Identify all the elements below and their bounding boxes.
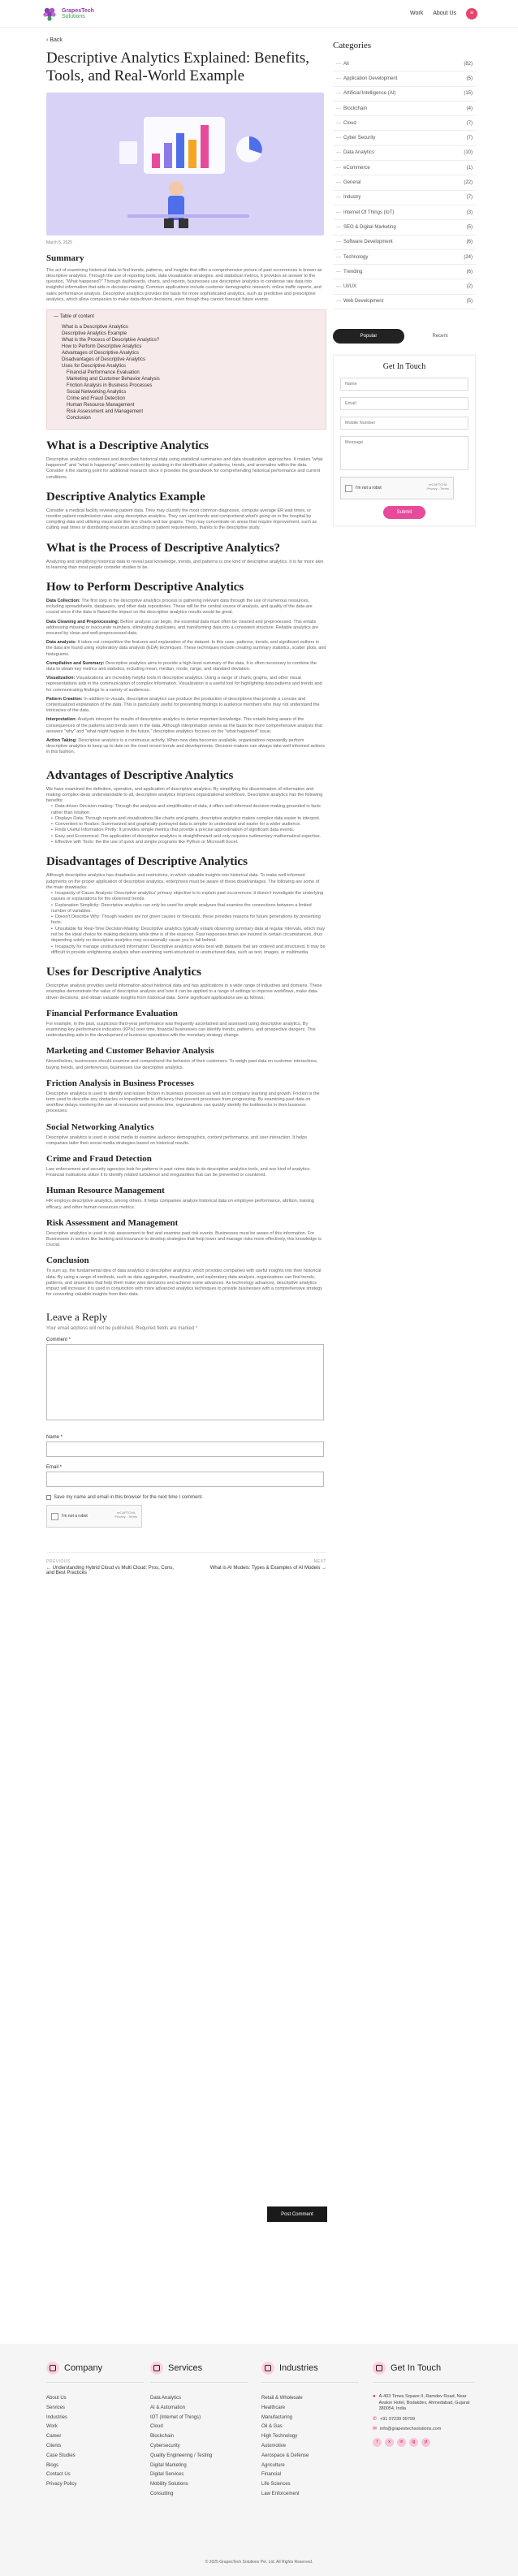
category-count: (15) xyxy=(464,91,473,97)
category-item[interactable] xyxy=(333,102,476,116)
categories-list xyxy=(333,57,476,309)
process-step xyxy=(46,738,326,756)
category-name xyxy=(336,210,394,215)
process-step xyxy=(46,599,326,616)
category-name xyxy=(336,180,360,185)
step-title: Data Collection: xyxy=(46,598,80,603)
nav-work[interactable]: Work xyxy=(409,11,424,16)
toc-item[interactable]: Descriptive Analytics Example xyxy=(62,331,127,336)
footer-link[interactable]: Data Analytics xyxy=(150,2396,182,2401)
list-item: • Displays Data: Through reports and visualizations like charts and graphs, descriptive analytics makes complex data easier to interpret. xyxy=(51,816,326,822)
summary-heading: Summary xyxy=(46,253,84,263)
footer-link[interactable]: Mobility Solutions xyxy=(150,2482,188,2487)
section-text: Law enforcement and security agencies look for patterns in past crime data to do descriptive analytics tools, and one kind of analytics. Financial institutions utilize it to identify related turbulence and irregularities that can be prevented or countered. xyxy=(46,1167,311,1178)
category-count: (22) xyxy=(464,180,473,186)
category-label: Internet Of Things (IoT) xyxy=(343,210,395,215)
tab-recent[interactable]: Recent xyxy=(432,334,448,339)
section-heading: Uses for Descriptive Analytics xyxy=(46,966,201,979)
section-text: To sum up, the fundamental idea of data analytics is descriptive analytics, which provides companies with useful insights into their historical data. By using a range of methods, such as data aggregation, visualization, and exploratory data analysis, organizations can find trends, patterns, and anomalies that help them make wise decisions and achieve some advances. As technology advances, descriptive analytics impact will increase; it is used in conjunction with more advanced analytics techniques to provide businesses with a comprehensive strategy for converting valuable insights from their data. xyxy=(46,1269,322,1298)
post-comment-button[interactable]: Post Comment xyxy=(267,2206,327,2222)
footer-link[interactable]: Manufacturing xyxy=(261,2414,293,2420)
category-label: Trending xyxy=(343,269,363,274)
category-item[interactable] xyxy=(333,191,476,205)
contact-message-input[interactable]: Message xyxy=(340,436,468,470)
section-text: We have examined the definition, operation, and application of descriptive analytics. By simplifying the dissemination of information and making complex ideas understandable to all, descriptive analytics improves organizational workflows. Descriptive analytics has the following benefits: xyxy=(46,786,323,804)
toc-item[interactable]: Financial Performance Evaluation xyxy=(67,370,140,375)
list-item: • Incapacity of Cause Analysis: Descriptive analytics' primary objective is to explain past occurrences; it doesn't investigate the underlying causes or explanations for the observed trends. xyxy=(51,891,326,903)
list-item: • Effective with Tools: the the use of quick and simple programs like Python or Microsoft Excel. xyxy=(51,840,326,845)
section-text: HR employs descriptive analytics, among others. It helps companies analyze historical data on employee performance, attrition, training efficacy, and other human resources metrics. xyxy=(46,1199,314,1210)
footer-link[interactable]: High Technology xyxy=(261,2434,298,2440)
comment-textarea[interactable] xyxy=(46,1344,324,1420)
social-ig-icon[interactable]: ig xyxy=(409,2438,418,2447)
step-text: It takes out competitive the features and explanation of the dataset. In this case, patterns, trends, and significant outliers in the data are found using exploratory data analysis (EDA) techniques. These techniques include creating summary statistics, scatter plots, and histograms. xyxy=(46,640,326,657)
sub-heading: Crime and Fraud Detection xyxy=(46,1154,152,1165)
email-label: Email * xyxy=(46,1465,63,1471)
name-input[interactable] xyxy=(46,1441,324,1457)
category-count: (2) xyxy=(466,284,473,290)
toc-item[interactable]: Advantages of Descriptive Analytics xyxy=(62,350,140,356)
footer-link[interactable]: Cybersecurity xyxy=(150,2443,180,2448)
toc-item[interactable]: Risk Assessment and Management xyxy=(67,408,144,414)
category-label: Artificial Intelligence (AI) xyxy=(343,91,396,97)
category-name xyxy=(336,136,375,140)
category-count: (6) xyxy=(466,240,473,245)
category-label: UI/UX xyxy=(343,284,357,290)
step-title: Interpretation: xyxy=(46,717,77,723)
logo-tagline: Solutions xyxy=(62,13,85,19)
dash-icon: — xyxy=(336,91,341,97)
process-step xyxy=(46,676,326,694)
footer-link[interactable]: Healthcare xyxy=(261,2405,286,2410)
category-count: (7) xyxy=(466,136,473,141)
category-item[interactable] xyxy=(333,236,476,250)
section-heading: How to Perform Descriptive Analytics xyxy=(46,580,244,594)
menu-icon[interactable]: ≡ xyxy=(466,8,477,19)
toc-item[interactable]: Marketing and Customer Behavior Analysis xyxy=(67,376,160,382)
category-item[interactable] xyxy=(333,279,476,294)
page-title: Descriptive Analytics Explained: Benefits, Tools, and Real-World Example xyxy=(46,50,309,84)
list-item: • Doesn't Describe Why: Though readers are not given causes or forecasts, these provides reasons for future generations by presenting facts. xyxy=(51,914,326,927)
toc-item[interactable]: Human Resource Management xyxy=(67,402,135,408)
step-text: Descriptive analytics aims to provide a high-level summary of the data. It is often necessary to combine the data to obtain key metrics and statistics, including mean, median, mode, range, and standard deviation. xyxy=(46,660,317,672)
nav-about-us[interactable]: About Us xyxy=(433,11,456,16)
step-title: Action Taking: xyxy=(46,738,77,743)
site-footer xyxy=(0,2344,518,2576)
section-text: For example, in the past, suspicious third-year performance was frequently ascertained and assessed using descriptive analytics. By examining key performance indicators (KPIs) over time, financial businesses can identify trends, patterns, and prospective dangers. This understanding aids in the development of business operations with the monetary strategy change. xyxy=(46,1021,316,1039)
category-count: (1) xyxy=(466,165,473,171)
step-text: The first step in the descriptive analytics process is gathering relevant data through the use of numerous resources, including spreadsheets, databases, and other data repositories. These will be the central source of analysis, and quality of the data are crucial since if the data is flawed the impact on the descriptive analytics results would be great. xyxy=(46,598,313,616)
category-label: Technology xyxy=(343,254,369,260)
dash-icon: — xyxy=(336,180,341,186)
prev-post-link[interactable]: PREVIOUS ← Understanding Hybrid Cloud vs Multi Cloud: Pros, Cons, and Best Practices xyxy=(46,1559,175,1576)
list-item: • Data-driven Decision-making: Through the analysis and simplification of data, it offers well-informed decision-making grounded in facts rather than intuition. xyxy=(51,804,326,816)
category-count: (5) xyxy=(466,299,473,305)
services-icon xyxy=(150,2362,163,2375)
footer-link[interactable]: About Us xyxy=(46,2396,67,2401)
footer-link[interactable]: Blockchain xyxy=(150,2434,175,2440)
step-title: Visualization: xyxy=(46,676,76,681)
step-title: Compilation and Summary: xyxy=(46,660,105,666)
save-info-checkbox[interactable]: Save my name and email in this browser for the next time I comment. xyxy=(46,1495,326,1500)
footer-link[interactable]: Privacy Policy xyxy=(46,2482,77,2487)
location-icon: ● xyxy=(373,2394,376,2399)
social-yt-icon[interactable]: yt xyxy=(421,2438,430,2447)
category-label: Industry xyxy=(343,195,361,201)
category-item[interactable] xyxy=(333,116,476,131)
category-name xyxy=(336,240,393,244)
section-text: Analyzing and simplifying historical data to reveal past knowledge, trends, and patterns is one kind of descriptive analytics. It is far more akin to learning than most people consider studies to be. xyxy=(46,559,324,570)
process-step xyxy=(46,661,326,672)
name-label: Name * xyxy=(46,1435,63,1441)
category-item[interactable] xyxy=(333,71,476,86)
captcha-checkbox[interactable] xyxy=(345,485,352,492)
category-label: Software Development xyxy=(343,240,393,245)
category-item[interactable] xyxy=(333,220,476,235)
footer-link[interactable]: Contact Us xyxy=(46,2472,71,2478)
dash-icon: — xyxy=(336,284,341,290)
process-step xyxy=(46,697,326,715)
category-label: SEO & Digital Marketing xyxy=(343,224,396,230)
sub-heading: Friction Analysis in Business Processes xyxy=(46,1078,194,1088)
category-label: All xyxy=(343,61,349,67)
analytics-illustration-icon xyxy=(46,93,324,236)
dash-icon: — xyxy=(336,240,341,245)
footer-link[interactable]: Digital Services xyxy=(150,2472,184,2478)
dash-icon: — xyxy=(336,120,341,126)
sidebar xyxy=(333,37,476,526)
list-item: • Easy and Economical: The application of descriptive analytics is straightforward and only requires rudimentary mathematical expertise. xyxy=(51,834,326,840)
toc-item[interactable]: Social Networking Analytics xyxy=(67,389,127,395)
category-name xyxy=(336,284,356,289)
logo-name: GrapesTech xyxy=(62,7,94,14)
step-title: Data Cleaning and Preprocessing: xyxy=(46,619,119,625)
site-header xyxy=(0,0,518,28)
footer-industries: Industries Retail & Wholesale Healthcare Manufacturing Oil & Gas High Technology Automotive Aerospace & Defense Agriculture Financial Life Sciences Law Enforcement xyxy=(261,2362,359,2500)
category-name xyxy=(336,270,362,274)
toc-list xyxy=(54,324,319,421)
footer-email[interactable]: ✉ info@grapestechsolutions.com xyxy=(373,2427,442,2431)
footer-company: Company About Us Services Industries Work Career Clients Case Studies Blogs Contact Us Privacy Policy xyxy=(46,2362,144,2490)
list-item: • Convenient to Realize: Summarized and graphically portrayed data is simpler to understand and easier for a wider audience. xyxy=(51,822,326,828)
sub-heading: Social Networking Analytics xyxy=(46,1122,154,1132)
category-item[interactable] xyxy=(333,250,476,265)
dash-icon: — xyxy=(336,150,341,156)
contact-mobile-input[interactable]: Mobile Number xyxy=(340,417,468,430)
category-name xyxy=(336,150,374,155)
toc-item[interactable]: Uses for Descriptive Analytics xyxy=(62,363,127,369)
sub-heading: Marketing and Customer Behavior Analysis xyxy=(46,1046,214,1057)
captcha-checkbox[interactable] xyxy=(51,1513,58,1520)
footer-link[interactable]: Case Studies xyxy=(46,2453,76,2458)
footer-phone[interactable]: ✆ +91 97239 99799 xyxy=(373,2416,416,2422)
footer-services: Services Data Analytics AI & Automation IOT (Internet of Things) Cloud Blockchain Cybersecurity Quality Engineering / Testing Digital Marketing Digital Services Mobility Solutions Consulting xyxy=(150,2362,248,2500)
category-item[interactable] xyxy=(333,295,476,309)
section-text: Descriptive analytics condenses and describes historical data using statistical summaries and data visualization approaches. It makes "what happened" and "what is happening" seem evident by assisting in the identification of patterns, trends, and anomalies within the data. Consider it the starting point for additional research since it provides the groundwork for comprehending historical performance and current conditions. xyxy=(46,456,323,480)
contact-form xyxy=(333,355,476,526)
category-count: (82) xyxy=(464,61,473,67)
category-label: Cyber Security xyxy=(343,136,376,141)
footer-link[interactable]: Career xyxy=(46,2434,62,2440)
category-name xyxy=(336,225,396,230)
article xyxy=(46,37,326,1575)
footer-link[interactable]: Automotive xyxy=(261,2443,287,2448)
category-count: (3) xyxy=(466,210,473,215)
section-text: Nevertheless, businesses should examine and comprehend the behavior of their customers. To weigh past data on customer interactions, buying trends, and preferences, businesses use descriptive analytics. xyxy=(46,1059,318,1070)
post-tabs xyxy=(333,329,476,344)
reply-note: Your email address will not be published. Required fields are marked * xyxy=(46,1326,198,1332)
category-label: eCommerce xyxy=(343,165,370,171)
category-label: Data Analytics xyxy=(343,150,375,156)
category-item[interactable] xyxy=(333,265,476,279)
logo[interactable] xyxy=(41,5,94,23)
category-name xyxy=(336,62,349,67)
copyright: © 2025 GrapesTech Solutions Pvt. Ltd. All Rights Reserved. xyxy=(205,2560,313,2565)
recaptcha-widget[interactable]: I'm not a robot reCAPTCHA Privacy - Terms xyxy=(46,1505,142,1528)
table-of-contents xyxy=(46,309,326,430)
toc-item[interactable]: Conclusion xyxy=(67,415,91,421)
footer-link[interactable]: Services xyxy=(46,2405,66,2410)
toc-toggle[interactable]: — Table of content xyxy=(54,313,94,319)
dash-icon: — xyxy=(336,254,341,260)
sub-heading: Financial Performance Evaluation xyxy=(46,1008,178,1018)
footer-link[interactable]: Quality Engineering / Testing xyxy=(150,2453,213,2458)
category-item[interactable] xyxy=(333,87,476,102)
sub-heading: Conclusion xyxy=(46,1256,89,1266)
summary-text: The act of examining historical data to find trends, patterns, and insights that offer a comprehensive picture of past occurrences is known as descriptive analytics. Through the use of reporting tools, data visualization strategies, and statistical metrics, it provides an answer to the question, "What happened?" Through dashboards, charts, and reports, businesses use descriptive analytics to condense raw data into insightful information that aids in decision-making. Common applications include customer demographic research, online traffic reports, and sales performance analysis. Descriptive analytics provides the basis for more sophisticated analytics, such as predictive and prescriptive analytics, which allow companies to make data-driven decisions, even though they cannot forecast future events. xyxy=(46,267,322,302)
comment-label: Comment * xyxy=(46,1338,71,1343)
section-text: Descriptive analytics is used to identify and lessen friction in business processes as well as in company learning and growth. Friction is the term used to describe any obstacles or impediments to efficiency that prevent processes from progressing. By examining past data on workflow delays involving the use of resources and process time, organizations can quickly identify the bottlenecks in their business processes. xyxy=(46,1091,320,1114)
email-input[interactable] xyxy=(46,1472,324,1487)
footer-address: ● A-403 Times Square II, Ramdev Road, Near Avalon Hotel, Bodakdev, Ahmedabad, Gujarat 380054, India xyxy=(373,2394,470,2411)
category-count: (5) xyxy=(466,76,473,81)
section-heading: Disadvantages of Descriptive Analytics xyxy=(46,855,248,869)
process-step xyxy=(46,717,326,735)
process-steps xyxy=(46,599,326,759)
recaptcha-logo: reCAPTCHA Privacy - Terms xyxy=(114,1511,137,1519)
footer-link[interactable]: AI & Automation xyxy=(150,2405,186,2410)
footer-link[interactable]: Blogs xyxy=(46,2462,59,2468)
toc-item[interactable]: Friction Analysis in Business Processes xyxy=(67,383,153,388)
dash-icon: — xyxy=(336,106,341,111)
checkbox-icon xyxy=(46,1495,51,1500)
category-item[interactable] xyxy=(333,146,476,161)
disadvantages-list xyxy=(46,891,326,956)
grapes-logo-icon xyxy=(41,5,58,23)
category-name xyxy=(336,166,370,171)
reply-title: Leave a Reply xyxy=(46,1311,108,1324)
category-item[interactable] xyxy=(333,131,476,145)
contact-form-title: Get In Touch xyxy=(382,362,426,372)
top-nav xyxy=(410,8,477,19)
category-name xyxy=(336,121,356,126)
list-item: • Explanation Simplicity: Descriptive analytics can only be used for simple analyses that examine the connections between a limited number of variables. xyxy=(51,903,326,915)
category-item[interactable] xyxy=(333,175,476,190)
back-link[interactable]: ‹ Back xyxy=(46,37,63,43)
section-text: Although descriptive analytics has drawbacks and restrictions, in which valuable insights into historical data. To make well-informed judgments on the proper application of descriptive analytics, enterprises must be aware of these disadvantages. The following are some of the main drawbacks: xyxy=(46,873,320,890)
category-label: Blockchain xyxy=(343,106,368,111)
social-x-icon[interactable]: x xyxy=(385,2438,394,2447)
process-step xyxy=(46,620,326,638)
social-f-icon[interactable]: f xyxy=(373,2438,382,2447)
footer-link[interactable]: Cloud xyxy=(150,2424,163,2430)
tab-popular[interactable]: Popular xyxy=(333,329,404,344)
category-item[interactable] xyxy=(333,205,476,220)
section-text: Descriptive analytics is used in risk assessment to find and examine past risk events. Businesses must be aware of this information. For Businesses in sectors like banking and insurance to develop strategies that help lower and manage risks more effectively, this knowledge is crucial. xyxy=(46,1230,322,1248)
footer-link[interactable]: Consulting xyxy=(150,2491,174,2496)
footer-link[interactable]: Work xyxy=(46,2424,58,2430)
list-item: • Incapacity for manage unstructured information: Descriptive analytics works best with datasets that are ordered and structured. It may be difficult to provide enlightening analysis when examining semi-structured or unstructured data, such as text, images, or multimedia. xyxy=(51,944,326,957)
section-heading: What is a Descriptive Analytics xyxy=(46,439,209,452)
footer-link[interactable]: Digital Marketing xyxy=(150,2462,187,2468)
category-count: (7) xyxy=(466,195,473,201)
contact-name-input[interactable]: Name xyxy=(340,378,468,391)
dash-icon: — xyxy=(336,165,341,171)
footer-link[interactable]: Retail & Wholesale xyxy=(261,2396,303,2401)
category-count: (7) xyxy=(466,120,473,126)
social-links xyxy=(373,2438,474,2447)
category-item[interactable] xyxy=(333,57,476,71)
footer-link[interactable]: Aerospace & Defense xyxy=(261,2453,309,2458)
dash-icon: — xyxy=(336,136,341,141)
footer-link[interactable]: Industries xyxy=(46,2414,68,2420)
category-count: (6) xyxy=(466,269,473,274)
dash-icon: — xyxy=(336,76,341,81)
social-in-icon[interactable]: in xyxy=(397,2438,406,2447)
sub-heading: Risk Assessment and Management xyxy=(46,1217,179,1228)
step-text: Descriptive analytics is a continuous activity. When new data becomes available, organizations repeatedly perform descriptive analytics to keep up to date on the most recent trends and developments. Decision-makers can always take well-informed actions in this fashion. xyxy=(46,738,326,755)
categories-title: Categories xyxy=(333,41,372,50)
category-count: (4) xyxy=(466,106,473,111)
phone-icon xyxy=(373,2362,386,2375)
dash-icon: — xyxy=(336,61,341,67)
dash-icon: — xyxy=(336,299,341,305)
contact-email-input[interactable]: Email xyxy=(340,397,468,410)
footer-link[interactable]: Law Enforcement xyxy=(261,2491,300,2496)
post-navigation xyxy=(46,1552,326,1575)
category-count: (24) xyxy=(464,254,473,260)
footer-link[interactable]: Financial xyxy=(261,2472,282,2478)
step-text: In addition to visuals, descriptive analytics can produce the production of descriptions that provide a concise and contextualized explanation of the data. This is particularly useful for presenting findings to audience members who may not understand the intricacies of the data. xyxy=(46,696,320,714)
category-name xyxy=(336,195,360,200)
toc-item[interactable]: How to Perform Descriptive Analytics xyxy=(62,344,142,349)
section-text: Consider a medical facility reviewing patient data. They may classify the most common diagnoses, compute average ER wait times, or monitor patient readmission rates using descriptive analytics. They can spot trends and comprehend what's going on in the hospital by compiling data and utilizing visual aids like line charts and bar graphs. They may concentrate on areas that require improvement, such as cutting wait times or distributing resources according to patient requirements, thanks to the descriptive study. xyxy=(46,508,317,531)
dash-icon: — xyxy=(336,195,341,201)
footer-link[interactable]: Agriculture xyxy=(261,2462,285,2468)
sidebar-recaptcha[interactable]: I'm not a robot reCAPTCHA Privacy - Terms xyxy=(340,477,454,499)
mail-icon: ✉ xyxy=(373,2427,378,2431)
toc-item[interactable]: Disadvantages of Descriptive Analytics xyxy=(62,357,146,362)
toc-item[interactable]: Crime and Fraud Detection xyxy=(67,395,126,401)
category-count: (5) xyxy=(466,224,473,230)
submit-button[interactable]: Submit xyxy=(383,506,425,519)
list-item: • Unsuitable for Real-Time Decision-Making: Descriptive analytics typically entails observing summary data at regular intervals, which may not be the ideal choice for making decisions while time is of the essence. Fast responses times are insured in certain circumstances, thus depending solely on descriptive analytics may occasionally cause you to fall behind. xyxy=(51,927,326,944)
publish-date: March 5, 2025 xyxy=(46,240,72,245)
section-heading: Descriptive Analytics Example xyxy=(46,490,205,504)
step-title: Data analysis: xyxy=(46,640,76,646)
footer-link[interactable]: IOT (Internet of Things) xyxy=(150,2414,201,2420)
footer-contact: Get In Touch ● A-403 Times Square II, Ramdev Road, Near Avalon Hotel, Bodakdev, Ahmedabad, Gujarat 380054, India ✆ +91 97239 99799 ✉ info@grapestechsolutions.com f x in ig yt xyxy=(373,2362,474,2447)
category-name xyxy=(336,106,367,111)
category-label: Cloud xyxy=(343,120,356,126)
step-text: Analysts interpret the results of descriptive analytics to derive important knowledge. This entails being aware of the consequences of the patterns and trends seen in the data. Although interpretation serves as the basis for more comprehensive analysis that answers "why" and "what might happen in the future," descriptive analytics focuses on the "what happened" issue. xyxy=(46,717,322,734)
process-step xyxy=(46,640,326,658)
section-text: Descriptive analysis provides useful information about historical data and has applications in a wide range of industries and domains. These examples demonstrate the value of descriptive analysis and how it can be applied to a range of settings to improve workflows, make data-driven decisions, and obtain valuable insights from historical data. Some significant applications are as follows: xyxy=(46,983,322,1001)
next-post-link[interactable]: NEXT What is AI Models: Types & Examples of AI Models → xyxy=(209,1559,326,1571)
spacer xyxy=(46,756,326,759)
category-label: Web Development xyxy=(343,299,384,305)
dash-icon: — xyxy=(336,224,341,230)
sub-heading: Human Resource Management xyxy=(46,1186,165,1196)
category-label: General xyxy=(343,180,361,186)
section-heading: Advantages of Descriptive Analytics xyxy=(46,768,234,782)
step-text: Visualizations are incredibly helpful tools in descriptive analytics. Using a range of charts, graphs, and other visual representations aids in the communication of complex information. Visualization is a useful tool for highlighting data patterns and trends and for communicating findings to a variety of audiences. xyxy=(46,676,322,693)
dash-icon: — xyxy=(336,269,341,274)
footer-link[interactable]: Clients xyxy=(46,2443,62,2448)
category-name xyxy=(336,91,395,96)
recaptcha-logo: reCAPTCHA Privacy - Terms xyxy=(426,482,449,491)
category-name xyxy=(336,76,397,81)
building-icon xyxy=(46,2362,59,2375)
category-count: (10) xyxy=(464,150,473,156)
section-text: Descriptive analytics is used in social media to examine audience demographics, content performance, and user interaction. It helps companies tailor their social media strategies based on historical results. xyxy=(46,1135,308,1146)
step-text: Before analysis can begin, the essential data must often be cleaned and preprocessed. This entails addressing missing or inaccurate numbers, eliminating duplicates, and transforming data into a consistent structure. Reliable analytics are ensured by clean and well-preprocessed data. xyxy=(46,619,319,636)
category-label: Application Development xyxy=(343,76,398,81)
step-title: Pattern Creation: xyxy=(46,696,83,702)
category-name xyxy=(336,255,368,260)
dash-icon: — xyxy=(336,210,341,215)
toc-item[interactable]: What is a Descriptive Analytics xyxy=(62,324,128,330)
industries-icon xyxy=(261,2362,274,2375)
section-heading: What is the Process of Descriptive Analytics? xyxy=(46,541,281,555)
footer-link[interactable]: Life Sciences xyxy=(261,2482,291,2487)
footer-link[interactable]: Oil & Gas xyxy=(261,2424,283,2430)
advantages-list xyxy=(46,804,326,845)
call-icon: ✆ xyxy=(373,2416,378,2422)
toc-item[interactable]: What is the Process of Descriptive Analytics? xyxy=(62,337,160,343)
list-item: • Finds Useful Information Pretty: It provides simple metrics that provide a precise approximation of significant data events. xyxy=(51,828,326,833)
category-name xyxy=(336,299,383,304)
hero-illustration xyxy=(46,93,324,236)
category-item[interactable] xyxy=(333,161,476,175)
